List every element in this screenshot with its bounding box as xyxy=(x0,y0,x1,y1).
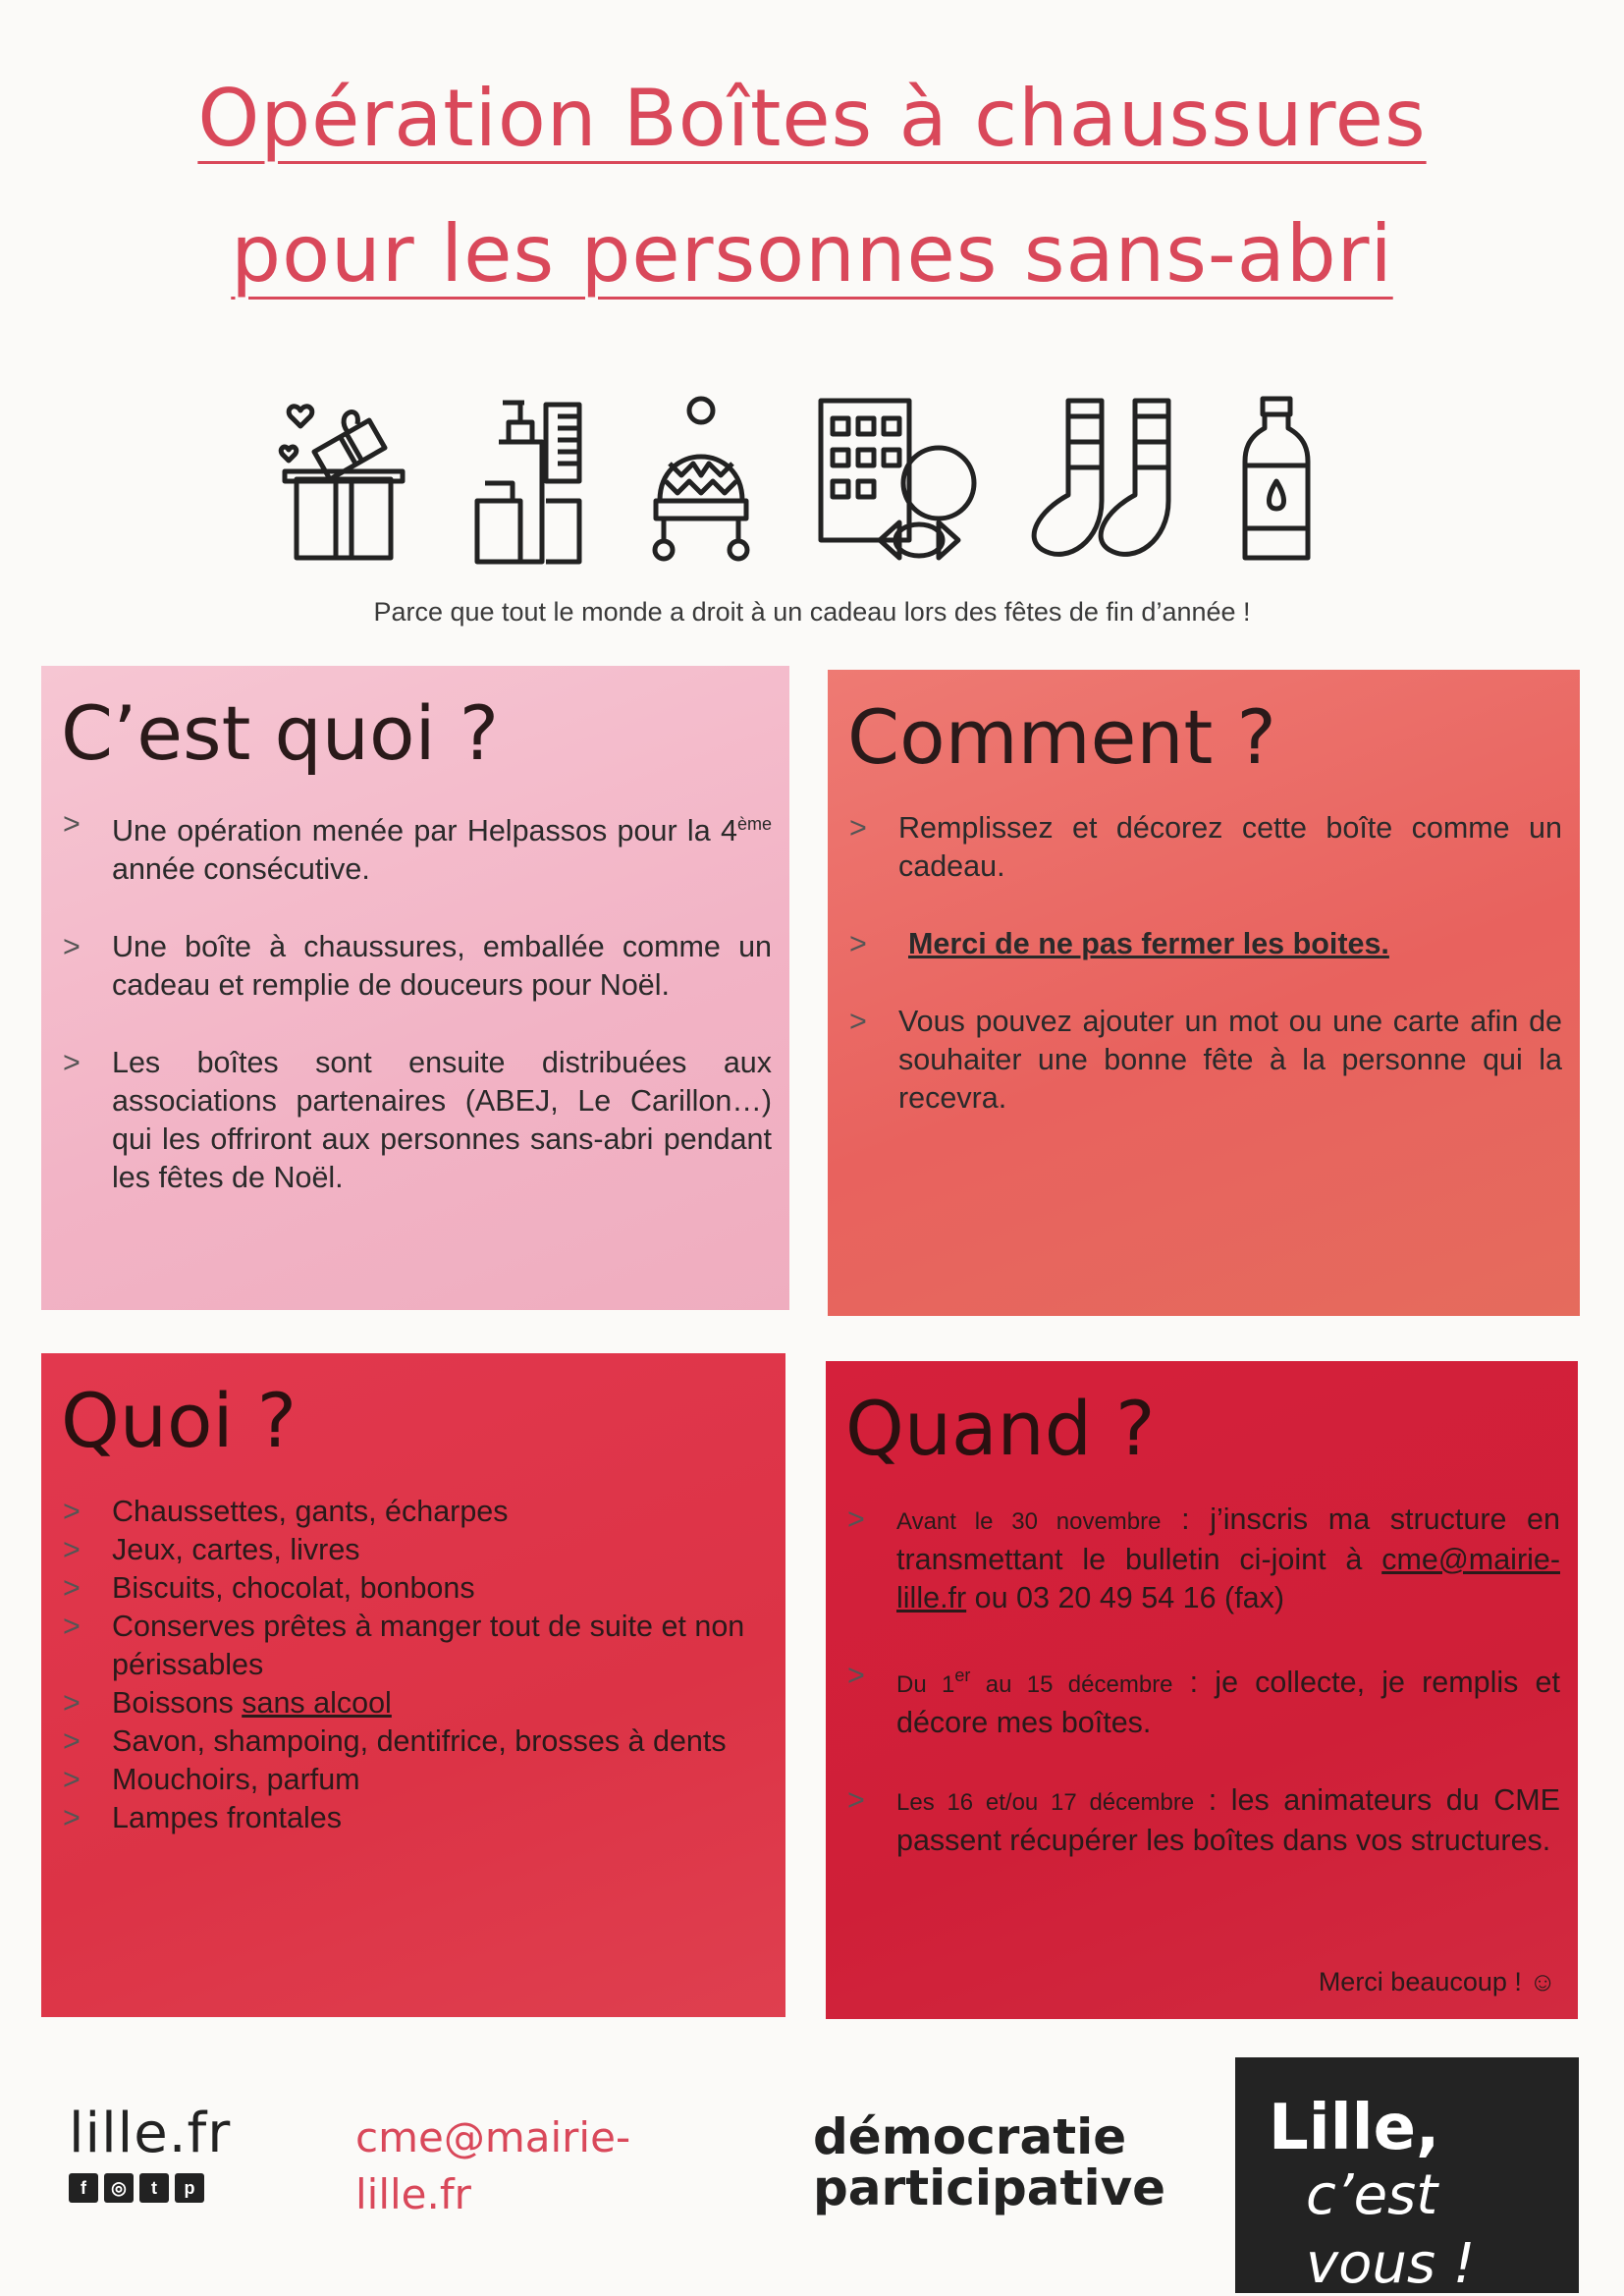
list-item xyxy=(59,1799,768,1837)
list-item-text: Jeux, cartes, livres xyxy=(112,1533,360,1566)
list-item xyxy=(59,1569,768,1608)
list-item-text: Chaussettes, gants, écharpes xyxy=(112,1495,509,1528)
bullet-list xyxy=(843,1501,1560,1860)
logo-text: Lille, xyxy=(1269,2092,1440,2164)
logo-text: participative xyxy=(813,2159,1166,2216)
list-item-text: Vous pouvez ajouter un mot ou une carte afin de souhaiter une bonne fête à la personne qui la recevra. xyxy=(898,1005,1562,1115)
list-item xyxy=(845,925,1562,963)
section-comment xyxy=(828,670,1580,1316)
list-item-text-emphasis: Merci de ne pas fermer les boites. xyxy=(908,927,1389,960)
list-item xyxy=(59,805,772,889)
list-item-text: : je collecte, je remplis et décore mes boîtes. xyxy=(896,1666,1560,1740)
bullet-marker: > xyxy=(63,1686,81,1720)
bullet-marker: > xyxy=(847,1783,865,1818)
list-item-text: ou 03 20 49 54 16 (fax) xyxy=(966,1581,1285,1614)
list-item-text: Conserves prêtes à manger tout de suite et non périssables xyxy=(112,1610,745,1681)
date-label: Avant le 30 novembre xyxy=(896,1508,1162,1535)
email-link[interactable]: cme@mairie-lille.fr xyxy=(896,1543,1560,1614)
bullet-marker: > xyxy=(63,1571,81,1605)
list-item xyxy=(59,928,772,1005)
logo-text: démocratie xyxy=(813,2108,1127,2165)
list-item-text: Remplissez et décorez cette boîte comme un cadeau. xyxy=(898,811,1562,883)
twitter-icon[interactable]: t xyxy=(139,2173,169,2203)
date-label: Du 1 xyxy=(896,1671,955,1699)
facebook-icon[interactable]: f xyxy=(69,2173,98,2203)
list-item xyxy=(843,1781,1560,1860)
superscript: er xyxy=(954,1666,971,1685)
bullet-marker: > xyxy=(63,1495,81,1528)
list-item xyxy=(59,1684,768,1722)
bullet-marker: > xyxy=(63,1724,81,1758)
bullet-marker: > xyxy=(63,807,81,841)
list-item-text: Boissons xyxy=(112,1686,243,1720)
bullet-list xyxy=(59,1493,768,1837)
bullet-marker: > xyxy=(63,1046,81,1080)
list-item-text: : les animateurs du CME passent récupérer les boîtes dans vos structures. xyxy=(896,1783,1560,1858)
bullet-marker: > xyxy=(63,1801,81,1834)
pinterest-icon[interactable]: p xyxy=(175,2173,204,2203)
list-item-text: Mouchoirs, parfum xyxy=(112,1763,360,1796)
bullet-marker: > xyxy=(63,930,81,964)
gift-box-icon xyxy=(275,393,412,565)
instagram-icon[interactable]: ◎ xyxy=(104,2173,134,2203)
bullet-marker: > xyxy=(849,1005,867,1038)
section-heading: C’est quoi ? xyxy=(61,689,500,777)
winter-hat-icon xyxy=(642,393,760,565)
list-item-text: Une boîte à chaussures, emballée comme un cadeau et remplie de douceurs pour Noël. xyxy=(112,930,772,1003)
superscript: ème xyxy=(736,814,772,834)
list-item-text: Savon, shampoing, dentifrice, brosses à dents xyxy=(112,1724,727,1758)
list-item xyxy=(845,1003,1562,1118)
list-item xyxy=(59,1722,768,1761)
list-item-text: année consécutive. xyxy=(112,852,370,887)
list-item xyxy=(59,1761,768,1799)
bullet-marker: > xyxy=(63,1533,81,1566)
section-quoi xyxy=(41,1353,785,2017)
list-item xyxy=(59,1531,768,1569)
bullet-marker: > xyxy=(847,1503,865,1536)
list-item-text: Une opération menée par Helpassos pour la 4 xyxy=(112,814,737,848)
section-cest-quoi xyxy=(41,666,789,1310)
chocolate-biscuits-icon xyxy=(811,393,978,565)
socks-icon xyxy=(1029,393,1186,565)
list-item xyxy=(59,1608,768,1684)
bullet-marker: > xyxy=(63,1610,81,1643)
date-label: au 15 décembre xyxy=(970,1671,1173,1699)
bullet-marker: > xyxy=(847,1659,865,1692)
site-link[interactable]: lille.fr xyxy=(69,2102,232,2165)
list-item-text: Lampes frontales xyxy=(112,1801,342,1834)
thanks-note: Merci beaucoup ! ☺ xyxy=(1318,1967,1556,1996)
lille-cest-vous-logo xyxy=(1235,2057,1579,2296)
water-bottle-icon xyxy=(1237,393,1316,565)
bullet-marker: > xyxy=(849,927,867,960)
page-title xyxy=(0,51,1624,322)
bullet-list xyxy=(59,805,772,1197)
list-item-text: Les boîtes sont ensuite distribuées aux associations partenaires (ABEJ, Le Carillon…) qui les offriront aux personnes sans-abri pendant les fêtes de Noël. xyxy=(112,1046,772,1195)
contact-line: lille.fr xyxy=(355,2170,471,2218)
list-item xyxy=(843,1657,1560,1742)
list-item-text: Biscuits, chocolat, bonbons xyxy=(112,1571,475,1605)
bullet-marker: > xyxy=(849,811,867,845)
list-item-text: : j’inscris ma structure en transmettant le bulletin ci-joint à xyxy=(896,1503,1560,1576)
bullet-list xyxy=(845,809,1562,1118)
list-item-text-underlined: sans alcool xyxy=(242,1686,392,1720)
list-item xyxy=(843,1501,1560,1617)
contact-line: cme@mairie- xyxy=(355,2113,631,2161)
section-quand xyxy=(826,1361,1578,2019)
bullet-marker: > xyxy=(63,1763,81,1796)
icon-row xyxy=(275,388,1316,565)
social-icons xyxy=(69,2173,231,2203)
section-heading: Comment ? xyxy=(847,693,1276,781)
footer-contact-email[interactable] xyxy=(355,2109,631,2223)
list-item xyxy=(59,1044,772,1197)
democratie-participative-logo xyxy=(813,2108,1166,2216)
tagline: Parce que tout le monde a droit à un cadeau lors des fêtes de fin d’année ! xyxy=(373,597,1251,627)
title-line-2: pour les personnes sans-abri xyxy=(231,208,1393,300)
footer-site xyxy=(69,2102,231,2203)
toiletries-icon xyxy=(463,393,591,565)
logo-text: c’est vous ! xyxy=(1306,2163,1476,2296)
date-label: Les 16 et/ou 17 décembre xyxy=(896,1789,1195,1817)
list-item xyxy=(845,809,1562,886)
section-heading: Quand ? xyxy=(845,1385,1156,1472)
section-heading: Quoi ? xyxy=(61,1377,298,1464)
title-line-1: Opération Boîtes à chaussures xyxy=(197,73,1427,164)
list-item xyxy=(59,1493,768,1531)
